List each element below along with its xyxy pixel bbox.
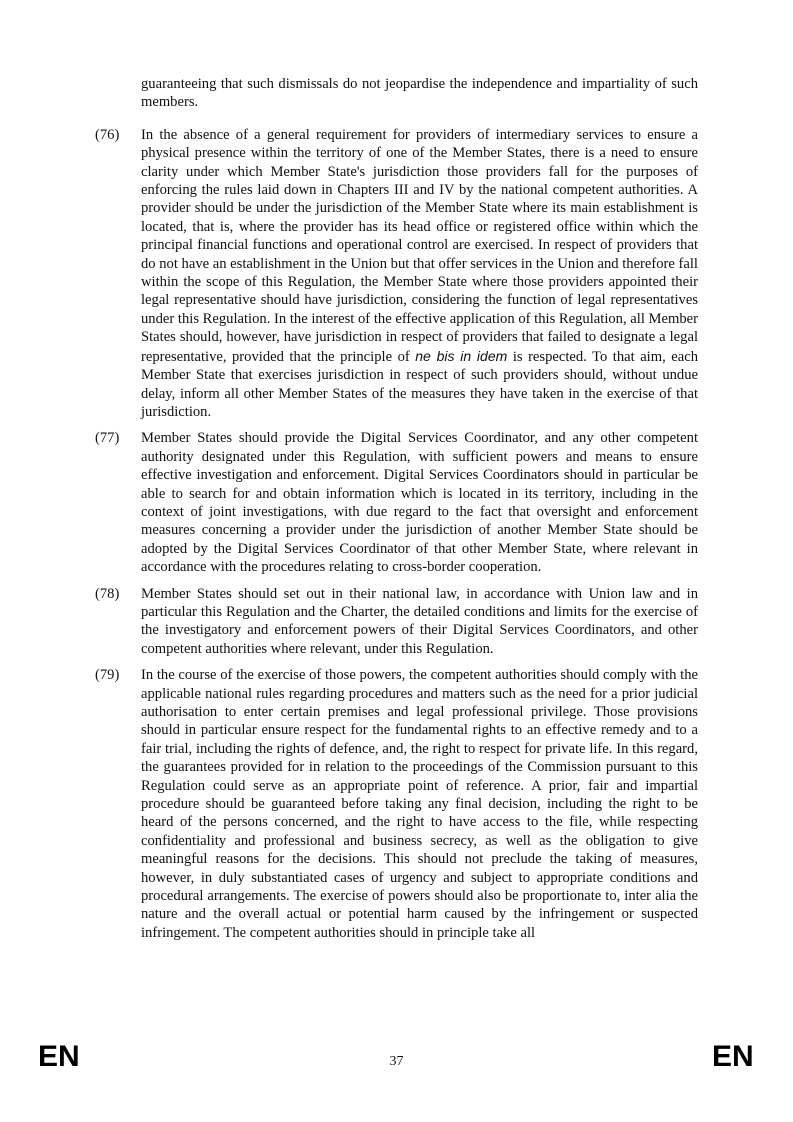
page-number: 37 <box>389 1054 404 1069</box>
recital-number: (79) <box>95 667 120 684</box>
recital-text-part: is respected. To that aim, each Member State that exercises jurisdiction in respect of such providers should, without undue delay, inform all other Member States of the measures they have taken in the exercise of that jurisdiction. <box>141 348 698 420</box>
recital-text: Member States should provide the Digital Services Coordinator, and any other competent authority designated under this Regulation, with sufficient powers and means to ensure effective investigation and enforcement. Digital Services Coordinators should in particular be able to search for and obtain information which is located in its territory, including in the context of joint investigations, with due regard to the fact that oversight and enforcement measures concerning a provider under the jurisdiction of another Member State should be adopted by the Digital Services Coordinator of that other Member State, where relevant in accordance with the procedures relating to cross-border cooperation. <box>141 430 698 576</box>
recital-number: (77) <box>95 430 120 447</box>
italic-phrase: ne bis in idem <box>415 347 508 364</box>
recital-text: Member States should set out in their national law, in accordance with Union law and in particular this Regulation and the Charter, the detailed conditions and limits for the exercise of the investigatory and enforcement powers of their Digital Services Coordinators, and other competent authorities where relevant, under this Regulation. <box>141 585 698 657</box>
recital-text: In the course of the exercise of those powers, the competent authorities should comply with the applicable national rules regarding procedures and matters such as the need for a prior judicial authorisation to enter certain premises and legal professional privilege. Those provisions should in particular ensure respect for the fundamental rights to an effective remedy and to a fair trial, including the rights of defence, and, the right to respect for private life. In this regard, the guarantees provided for in relation to the proceedings of the Commission pursuant to this Regulation could serve as an appropriate point of reference. A prior, fair and impartial procedure should be guaranteed before taking any final decision, including the right to be heard of the persons concerned, and the right to have access to the file, while respecting confidentiality and professional and business secrecy, as well as the obligation to give meaningful reasons for the decisions. This should not preclude the taking of measures, however, in duly substantiated cases of urgency and subject to appropriate conditions and procedural arrangements. The exercise of powers should also be proportionate to, inter alia the nature and the overall actual or potential harm caused by the infringement or suspected infringement. The competent authorities should in principle take all <box>141 667 698 941</box>
language-code-left: EN <box>38 1040 80 1073</box>
recital-76 <box>95 126 698 422</box>
recital-number: (76) <box>95 126 120 143</box>
recital-number: (78) <box>95 585 120 602</box>
language-code-right: EN <box>712 1040 754 1073</box>
recital-77 <box>95 429 698 576</box>
recital-79 <box>95 666 698 942</box>
recital-text-part: In the absence of a general requirement for providers of intermediary services to ensure a physical presence within the territory of one of the Member States, there is a need to ensure clarity under which Member State's jurisdiction those providers fall for the purposes of enforcing the rules laid down in Chapters III and IV by the national competent authorities. A provider should be under the jurisdiction of the Member State where its main establishment is located, that is, where the provider has its head office or registered office within which the principal financial functions and operational control are exercised. In respect of providers that do not have an establishment in the Union but that offer services in the Union and therefore fall within the scope of this Regulation, the Member State where those providers appointed their legal representative should have jurisdiction, considering the function of legal representatives under this Regulation. In the interest of the effective application of this Regulation, all Member States should, however, have jurisdiction in respect of providers that failed to designate a legal representative, provided that the principle of <box>141 126 698 365</box>
body-text <box>95 0 698 950</box>
recital-text <box>141 126 698 422</box>
recital-78 <box>95 585 698 659</box>
continuation-text: guaranteeing that such dismissals do not jeopardise the independence and impartiality of such members. <box>141 76 698 111</box>
